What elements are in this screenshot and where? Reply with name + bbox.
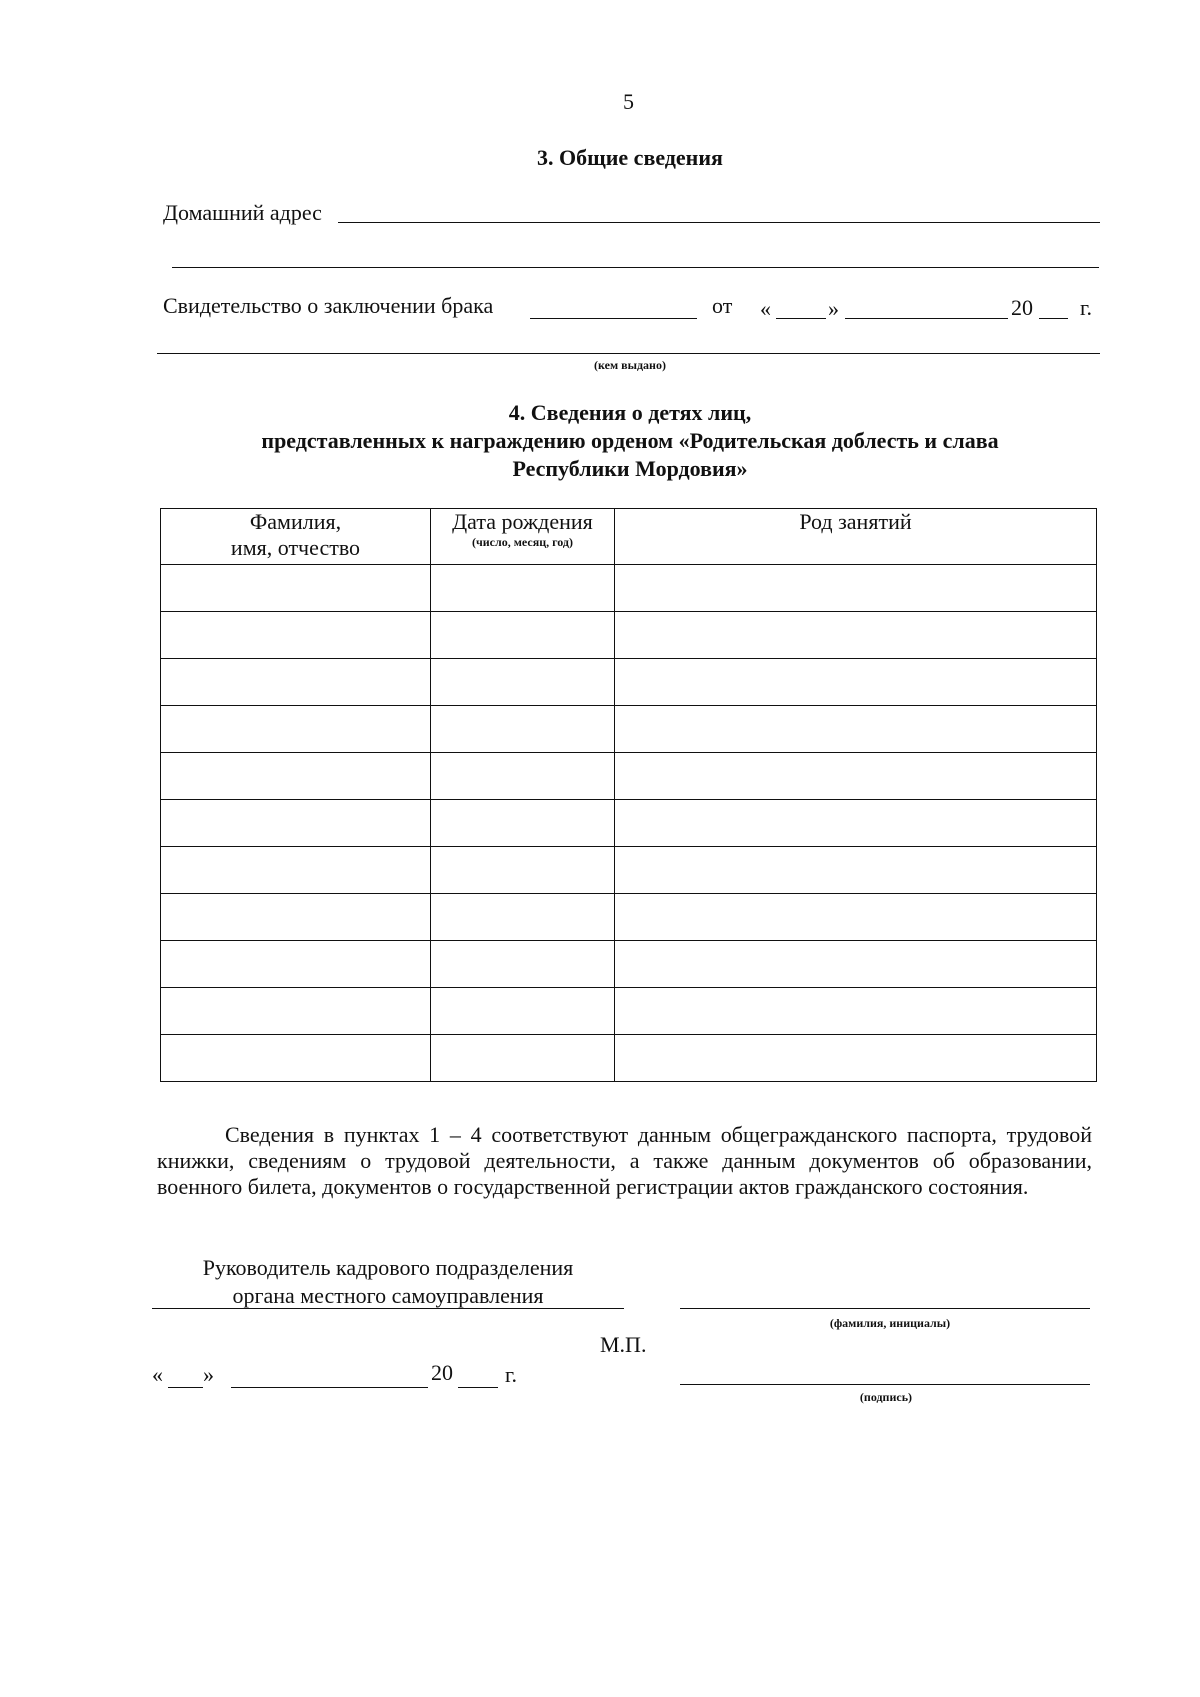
child-birthdate-cell[interactable] (431, 753, 615, 800)
table-row (161, 1035, 1097, 1082)
child-occupation-cell[interactable] (615, 1035, 1097, 1082)
marriage-day-field[interactable] (776, 318, 826, 319)
hr-head-title-underline (152, 1308, 624, 1309)
year-suffix: г. (1080, 295, 1093, 320)
table-row (161, 612, 1097, 659)
table-row (161, 800, 1097, 847)
sign-year-suffix: г. (505, 1362, 518, 1387)
table-row (161, 847, 1097, 894)
child-fullname-cell[interactable] (161, 988, 431, 1035)
child-occupation-cell[interactable] (615, 800, 1097, 847)
table-row (161, 753, 1097, 800)
table-row (161, 565, 1097, 612)
child-occupation-cell[interactable] (615, 612, 1097, 659)
issued-by-caption: (кем выдано) (594, 358, 666, 372)
quote-open: « (760, 296, 771, 321)
stamp-label: М.П. (600, 1332, 647, 1357)
child-occupation-cell[interactable] (615, 847, 1097, 894)
child-birthdate-cell[interactable] (431, 894, 615, 941)
signature-field[interactable] (680, 1384, 1090, 1385)
section4-title-line1: 4. Сведения о детях лиц, (508, 400, 752, 425)
child-fullname-cell[interactable] (161, 847, 431, 894)
column-header-birthdate-sub: (число, месяц, год) (472, 535, 573, 549)
child-fullname-cell[interactable] (161, 706, 431, 753)
child-birthdate-cell[interactable] (431, 1035, 615, 1082)
hr-head-title-line1: Руководитель кадрового подразделения (202, 1255, 574, 1280)
name-initials-field[interactable] (680, 1308, 1090, 1309)
child-birthdate-cell[interactable] (431, 612, 615, 659)
column-header-birthdate-label: Дата рождения (452, 509, 593, 534)
sign-year-field[interactable] (458, 1387, 498, 1388)
children-table (160, 508, 1097, 1082)
marriage-month-field[interactable] (845, 318, 1008, 319)
quote-close: » (828, 296, 839, 321)
home-address-field[interactable] (338, 222, 1100, 223)
table-row (161, 988, 1097, 1035)
marriage-certificate-label: Свидетельство о заключении брака (163, 293, 494, 318)
child-birthdate-cell[interactable] (431, 941, 615, 988)
child-occupation-cell[interactable] (615, 894, 1097, 941)
sign-month-field[interactable] (231, 1387, 428, 1388)
child-occupation-cell[interactable] (615, 706, 1097, 753)
name-initials-caption: (фамилия, инициалы) (829, 1316, 951, 1330)
statement-paragraph: Сведения в пунктах 1 – 4 соответствуют данным общегражданского паспорта, трудовой книжки, сведениям о трудовой деятельности, а также данным документов об образовании, военного билета, документов о государственной регистрации актов гражданского состояния. (157, 1122, 1092, 1199)
signature-caption: (подпись) (859, 1390, 913, 1404)
child-fullname-cell[interactable] (161, 800, 431, 847)
column-header-fullname (161, 509, 431, 565)
child-fullname-cell[interactable] (161, 941, 431, 988)
column-header-birthdate (431, 509, 615, 565)
child-birthdate-cell[interactable] (431, 988, 615, 1035)
child-fullname-cell[interactable] (161, 565, 431, 612)
year-prefix: 20 (1011, 295, 1033, 320)
page-number: 5 (623, 89, 634, 114)
child-fullname-cell[interactable] (161, 1035, 431, 1082)
child-birthdate-cell[interactable] (431, 659, 615, 706)
marriage-year-field[interactable] (1039, 318, 1068, 319)
section4-title-line3: Республики Мордовия» (512, 456, 748, 481)
column-header-fullname-line1: Фамилия, (249, 509, 342, 534)
issued-by-field[interactable] (157, 353, 1100, 354)
sign-day-field[interactable] (168, 1387, 203, 1388)
child-birthdate-cell[interactable] (431, 565, 615, 612)
child-occupation-cell[interactable] (615, 941, 1097, 988)
section3-title: 3. Общие сведения (537, 145, 723, 170)
child-fullname-cell[interactable] (161, 753, 431, 800)
home-address-field-line2[interactable] (172, 267, 1099, 268)
column-header-fullname-line2: имя, отчество (230, 535, 361, 560)
child-occupation-cell[interactable] (615, 565, 1097, 612)
from-label: от (712, 293, 733, 318)
child-occupation-cell[interactable] (615, 753, 1097, 800)
child-birthdate-cell[interactable] (431, 706, 615, 753)
child-fullname-cell[interactable] (161, 659, 431, 706)
table-row (161, 941, 1097, 988)
child-fullname-cell[interactable] (161, 894, 431, 941)
child-fullname-cell[interactable] (161, 612, 431, 659)
section4-title-line2: представленных к награждению орденом «Родительская доблесть и слава (261, 428, 999, 453)
table-row (161, 659, 1097, 706)
child-birthdate-cell[interactable] (431, 800, 615, 847)
column-header-occupation-label: Род занятий (799, 509, 912, 534)
sign-quote-open: « (152, 1362, 163, 1387)
child-occupation-cell[interactable] (615, 988, 1097, 1035)
table-header-row (161, 509, 1097, 565)
child-occupation-cell[interactable] (615, 659, 1097, 706)
column-header-occupation (615, 509, 1097, 565)
marriage-certificate-number-field[interactable] (530, 318, 697, 319)
table-row (161, 706, 1097, 753)
table-row (161, 894, 1097, 941)
sign-quote-close: » (203, 1362, 214, 1387)
child-birthdate-cell[interactable] (431, 847, 615, 894)
home-address-label: Домашний адрес (163, 200, 322, 225)
sign-year-prefix: 20 (431, 1360, 453, 1385)
hr-head-title-line2: органа местного самоуправления (232, 1283, 544, 1308)
